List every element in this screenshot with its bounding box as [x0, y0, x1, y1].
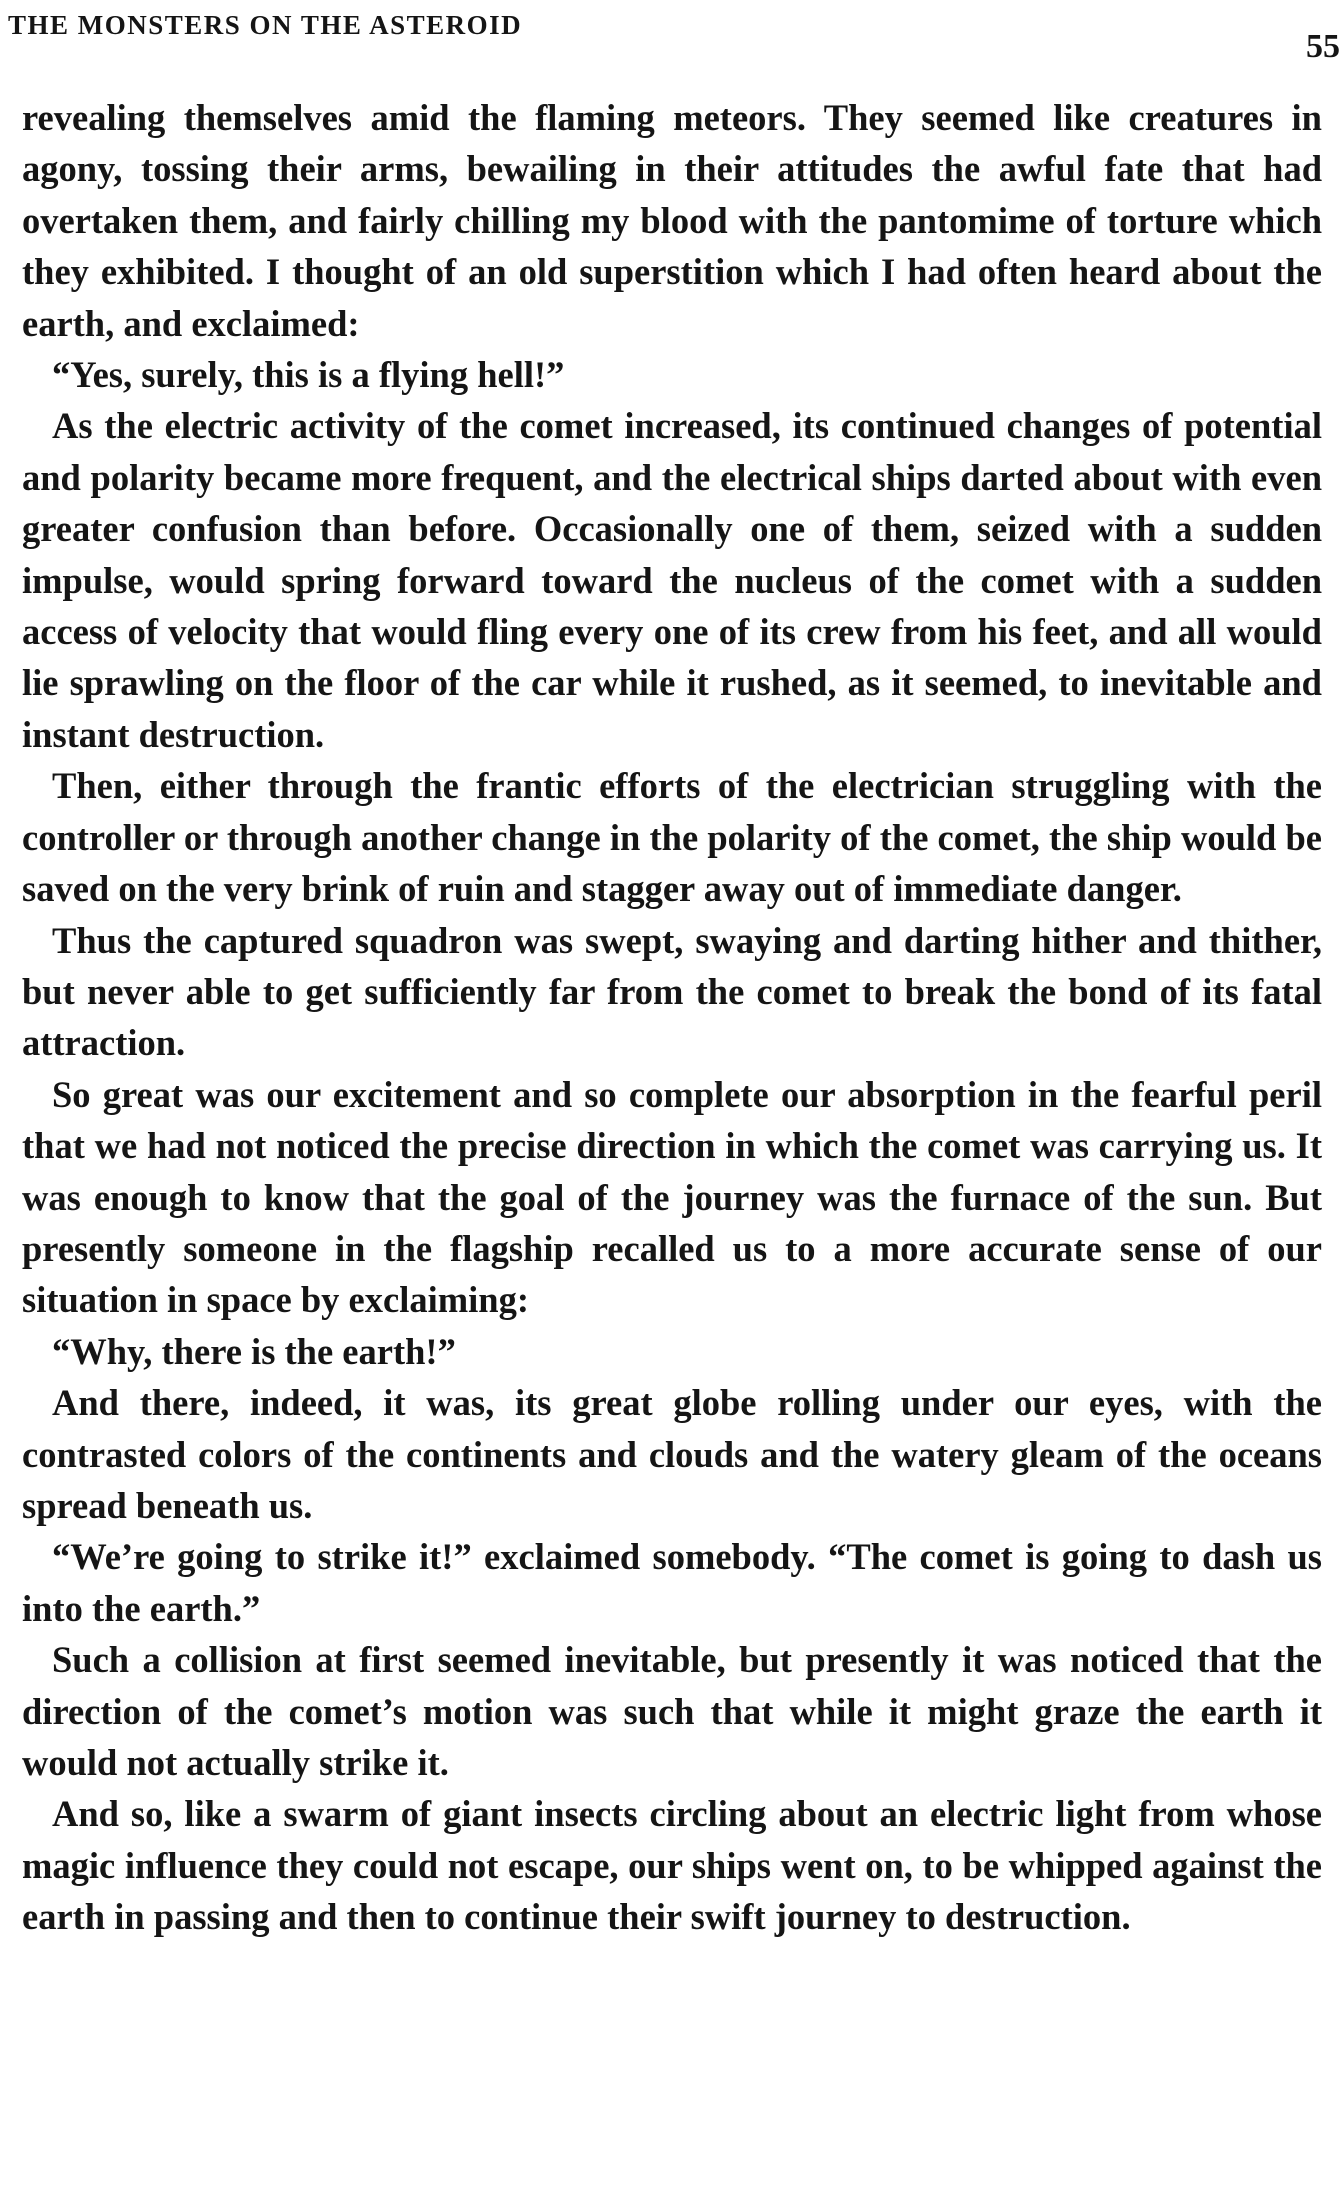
page-body: [22, 92, 1322, 1943]
paragraph-2: “Yes, surely, this is a flying hell!”: [52, 354, 565, 396]
paragraph-6: So great was our excitement and so complete our absorption in the fearful peril that we had not noticed the precise direction in which the comet was carrying us. It was enough to know that the goal of the journey was the furnace of the sun. But presently someone in the flagship recalled us to a more accurate sense of our situation in space by exclaiming:: [22, 1073, 1322, 1321]
running-title: THE MONSTERS ON THE ASTEROID: [8, 10, 523, 40]
paragraph-4: Then, either through the frantic efforts of the electrician struggling with the controller or through another change in the polarity of the comet, the ship would be saved on the very brink of ruin and stagger away out of immediate danger.: [22, 765, 1322, 910]
paragraph-3: As the electric activity of the comet increased, its continued changes of potential and polarity became more frequent, and the electrical ships darted about with even greater confusion than before. Occasionally one of them, seized with a sudden impulse, would spring forward toward the nucleus of the comet with a sudden access of velocity that would fling every one of its crew from his feet, and all would lie sprawling on the floor of the car while it rushed, as it seemed, to inevitable and instant destruction.: [22, 405, 1322, 755]
paragraph-5: Thus the captured squadron was swept, swaying and darting hither and thither, but never able to get sufficiently far from the comet to break the bond of its fatal attraction.: [22, 919, 1322, 1064]
page-number: 55: [1306, 28, 1340, 65]
paragraph-9: “We’re going to strike it!” exclaimed somebody. “The comet is going to dash us into the earth.”: [22, 1536, 1322, 1629]
paragraph-7: “Why, there is the earth!”: [52, 1330, 456, 1372]
paragraph-1: revealing themselves amid the flaming meteors. They seemed like creatures in agony, tossing their arms, bewailing in their attitudes the awful fate that had overtaken them, and fairly chilling my blood with the pantomime of torture which they exhibited. I thought of an old superstition which I had often heard about the earth, and exclaimed:: [22, 97, 1322, 344]
paragraph-10: Such a collision at first seemed inevitable, but presently it was noticed that the direction of the comet’s motion was such that while it might graze the earth it would not actually strike it.: [22, 1639, 1322, 1783]
paragraph-8: And there, indeed, it was, its great globe rolling under our eyes, with the contrasted colors of the continents and clouds and the watery gleam of the oceans spread beneath us.: [22, 1382, 1322, 1526]
paragraph-11: And so, like a swarm of giant insects circling about an electric light from whose magic influence they could not escape, our ships went on, to be whipped against the earth in passing and then to continue their swift journey to destruction.: [22, 1793, 1322, 1938]
